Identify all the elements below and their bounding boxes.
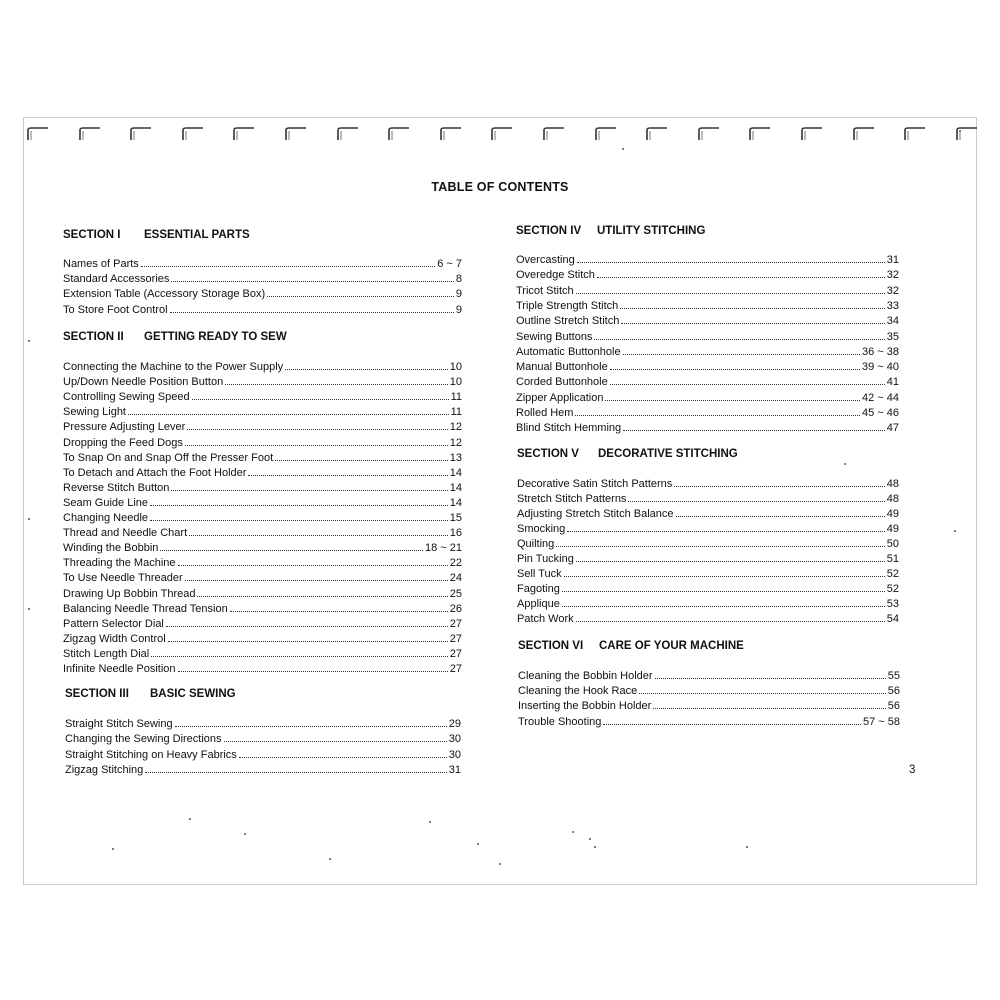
toc-entry-page: 9: [455, 288, 462, 301]
section-number: SECTION II: [63, 331, 124, 343]
toc-entry-label: Zigzag Stitching: [65, 763, 144, 776]
toc-entry-page: 51: [886, 553, 899, 565]
spiral-binding-ring-icon: [129, 126, 153, 142]
scan-speck: [844, 463, 846, 465]
toc-entry-page: 16: [449, 527, 462, 540]
section-name: GETTING READY TO SEW: [144, 331, 287, 343]
spiral-binding: [24, 126, 976, 146]
toc-entry-page: 24: [449, 572, 462, 585]
toc-entry: [63, 660, 462, 675]
toc-entry: [516, 266, 899, 281]
dot-leader: [230, 600, 448, 612]
toc-entry: [518, 667, 900, 682]
page-title: TABLE OF CONTENTS: [431, 180, 569, 194]
section-name: CARE OF YOUR MACHINE: [599, 640, 744, 652]
toc-entry: [516, 328, 899, 343]
toc-entry: [516, 343, 899, 358]
dot-leader: [171, 270, 453, 282]
toc-entry: [517, 535, 899, 550]
dot-leader: [674, 475, 884, 487]
spiral-binding-ring-icon: [232, 126, 256, 142]
section-heading: [517, 448, 738, 460]
toc-entry-label: Names of Parts: [63, 258, 139, 270]
section-name: UTILITY STITCHING: [597, 225, 706, 237]
scan-speck: [112, 848, 114, 850]
spiral-binding-ring-icon: [336, 126, 360, 142]
toc-entry-page: 10: [449, 361, 462, 373]
toc-entry-label: Quilting: [517, 538, 555, 550]
scan-speck: [28, 518, 30, 520]
toc-entry-label: Inserting the Bobbin Holder: [518, 700, 652, 713]
dot-leader: [192, 388, 449, 400]
toc-entry-page: 12: [449, 436, 462, 449]
toc-entry-page: 57 ~ 58: [862, 715, 900, 728]
toc-entry: [63, 600, 462, 615]
toc-entry-page: 49: [886, 508, 899, 520]
toc-entry-label: Outline Stretch Stitch: [516, 315, 620, 328]
toc-entry: [63, 509, 462, 524]
dot-leader: [166, 615, 448, 627]
toc-entry-page: 22: [449, 557, 462, 570]
spiral-binding-ring-icon: [490, 126, 514, 142]
toc-entry-page: 50: [886, 538, 899, 550]
toc-entry-page: 26: [449, 602, 462, 615]
dot-leader: [197, 585, 447, 597]
toc-entry-page: 36 ~ 38: [861, 345, 899, 358]
section-number: SECTION III: [65, 688, 129, 700]
toc-entry-label: Threading the Machine: [63, 557, 176, 570]
toc-entry-page: 14: [449, 466, 462, 479]
toc-entry-page: 29: [448, 718, 461, 730]
dot-leader: [178, 554, 448, 566]
dot-leader: [151, 645, 448, 657]
toc-entry-label: Cleaning the Hook Race: [518, 685, 638, 698]
toc-entry-label: Changing the Sewing Directions: [65, 733, 222, 746]
toc-entry: [516, 312, 899, 327]
spiral-binding-ring-icon: [645, 126, 669, 142]
toc-entry-page: 52: [886, 583, 899, 595]
toc-entry-label: Standard Accessories: [63, 273, 170, 286]
toc-entry-page: 9: [455, 303, 462, 316]
toc-entry: [63, 403, 462, 418]
dot-leader: [610, 358, 860, 370]
toc-entry-page: 27: [449, 617, 462, 630]
toc-entry-label: Straight Stitching on Heavy Fabrics: [65, 748, 237, 761]
page-number: 3: [909, 764, 916, 776]
toc-entry-label: Pattern Selector Dial: [63, 617, 164, 630]
dot-leader: [160, 539, 423, 551]
dot-leader: [562, 595, 885, 607]
toc-entry: [63, 388, 462, 403]
toc-entry-label: Balancing Needle Thread Tension: [63, 602, 228, 615]
toc-entry-page: 10: [449, 376, 462, 389]
spiral-binding-ring-icon: [181, 126, 205, 142]
dot-leader: [628, 490, 884, 502]
toc-entry: [517, 520, 899, 535]
toc-entry: [516, 358, 899, 373]
toc-entry-page: 56: [887, 685, 900, 698]
toc-entry: [63, 494, 462, 509]
dot-leader: [639, 682, 886, 694]
section-heading: [63, 229, 250, 241]
dot-leader: [562, 580, 885, 592]
toc-entry-label: Patch Work: [517, 613, 574, 625]
scan-speck: [594, 846, 596, 848]
toc-entry-label: Winding the Bobbin: [63, 542, 159, 555]
spiral-binding-ring-icon: [955, 126, 979, 142]
scan-speck: [959, 130, 961, 132]
toc-entry-page: 15: [449, 512, 462, 524]
section-heading: [516, 225, 705, 237]
toc-entry-page: 11: [450, 391, 462, 404]
toc-entry: [518, 713, 900, 728]
dot-leader: [171, 479, 447, 491]
toc-entry-label: Automatic Buttonhole: [516, 345, 621, 358]
dot-leader: [267, 285, 454, 297]
toc-entry: [63, 630, 462, 645]
toc-entry-label: Drawing Up Bobbin Thread: [63, 587, 196, 600]
scan-speck: [28, 340, 30, 342]
toc-entry-page: 31: [886, 254, 899, 266]
dot-leader: [189, 524, 448, 536]
toc-entry-label: Straight Stitch Sewing: [65, 718, 173, 730]
section-name: BASIC SEWING: [150, 688, 236, 700]
toc-entry-label: Sewing Light: [63, 406, 126, 419]
dot-leader: [285, 358, 448, 370]
section-name: DECORATIVE STITCHING: [598, 448, 738, 460]
toc-entry-label: Cleaning the Bobbin Holder: [518, 670, 653, 682]
toc-entry: [516, 297, 899, 312]
toc-entry-label: Sell Tuck: [517, 568, 562, 580]
toc-entry: [516, 373, 899, 388]
toc-entry-page: 12: [449, 421, 462, 434]
toc-entry-label: Zigzag Width Control: [63, 632, 166, 645]
toc-entry: [65, 715, 461, 730]
toc-entry: [63, 569, 462, 584]
toc-entry: [63, 418, 462, 433]
dot-leader: [145, 761, 446, 773]
dot-leader: [655, 667, 886, 679]
toc-entry-label: Rolled Hem: [516, 407, 574, 419]
dot-leader: [575, 404, 860, 416]
section-number: SECTION V: [517, 448, 579, 460]
dot-leader: [225, 373, 448, 385]
dot-leader: [603, 713, 861, 725]
toc-entry-label: Thread and Needle Chart: [63, 527, 188, 540]
toc-entry-label: Controlling Sewing Speed: [63, 391, 190, 404]
scan-speck: [572, 831, 574, 833]
toc-entry-label: To Use Needle Threader: [63, 572, 183, 585]
toc-entry-label: Pin Tucking: [517, 553, 574, 565]
scan-speck: [189, 818, 191, 820]
spiral-binding-ring-icon: [26, 126, 50, 142]
toc-entry-label: Zipper Application: [516, 391, 604, 404]
toc-entry-page: 30: [448, 748, 461, 761]
toc-entry-label: Trouble Shooting: [518, 715, 602, 728]
toc-entry-label: Triple Strength Stitch: [516, 299, 619, 312]
toc-entry-label: Sewing Buttons: [516, 330, 593, 343]
dot-leader: [597, 266, 885, 278]
dot-leader: [610, 373, 885, 385]
toc-entry: [517, 550, 899, 565]
toc-entry-page: 52: [886, 568, 899, 580]
dot-leader: [576, 550, 885, 562]
toc-entry: [65, 730, 461, 745]
spiral-binding-ring-icon: [542, 126, 566, 142]
dot-leader: [577, 251, 885, 263]
scan-speck: [429, 821, 431, 823]
dot-leader: [141, 255, 435, 267]
toc-entry-page: 27: [449, 632, 462, 645]
toc-entry: [517, 505, 899, 520]
spiral-binding-ring-icon: [387, 126, 411, 142]
toc-entry: [63, 373, 462, 388]
toc-entry: [63, 301, 462, 316]
toc-entry: [65, 746, 461, 761]
spiral-binding-ring-icon: [697, 126, 721, 142]
dot-leader: [576, 282, 885, 294]
dot-leader: [676, 505, 885, 517]
toc-entry-page: 33: [886, 299, 899, 312]
toc-entry: [63, 554, 462, 569]
toc-entry: [63, 479, 462, 494]
dot-leader: [128, 403, 449, 415]
dot-leader: [576, 610, 885, 622]
toc-entry-label: Connecting the Machine to the Power Supply: [63, 361, 284, 373]
toc-entry: [63, 255, 462, 270]
toc-entry-label: Infinite Needle Position: [63, 663, 176, 675]
toc-entry: [517, 580, 899, 595]
toc-entry: [63, 449, 462, 464]
toc-entry: [518, 697, 900, 712]
spiral-binding-ring-icon: [594, 126, 618, 142]
toc-entry-page: 6 ~ 7: [437, 258, 462, 270]
toc-entry-label: Overedge Stitch: [516, 269, 595, 282]
toc-entry-page: 47: [886, 422, 899, 435]
toc-entry-label: To Store Foot Control: [63, 303, 168, 316]
dot-leader: [185, 569, 448, 581]
toc-entry-page: 14: [449, 481, 462, 494]
scan-speck: [622, 148, 624, 150]
dot-leader: [594, 328, 884, 340]
spiral-binding-ring-icon: [903, 126, 927, 142]
section-number: SECTION I: [63, 229, 121, 241]
toc-entry: [63, 285, 462, 300]
toc-entry-label: Blind Stitch Hemming: [516, 422, 622, 435]
dot-leader: [170, 301, 454, 313]
toc-entry-label: Stretch Stitch Patterns: [517, 493, 627, 505]
toc-entry-label: Tricot Stitch: [516, 284, 574, 297]
scan-speck: [954, 530, 956, 532]
toc-entry: [517, 610, 899, 625]
dot-leader: [150, 494, 448, 506]
dot-leader: [224, 730, 447, 742]
dot-leader: [178, 660, 448, 672]
toc-entry: [518, 682, 900, 697]
toc-entry-label: Extension Table (Accessory Storage Box): [63, 288, 266, 301]
spiral-binding-ring-icon: [852, 126, 876, 142]
toc-entry-page: 39 ~ 40: [861, 361, 899, 374]
toc-entry-label: Adjusting Stretch Stitch Balance: [517, 508, 674, 520]
dot-leader: [150, 509, 448, 521]
toc-entry-page: 41: [886, 376, 899, 389]
toc-entry-label: To Detach and Attach the Foot Holder: [63, 466, 247, 479]
toc-entry-page: 55: [887, 670, 900, 682]
scan-speck: [244, 833, 246, 835]
toc-entry-label: Decorative Satin Stitch Patterns: [517, 478, 673, 490]
toc-entry-page: 8: [455, 273, 462, 286]
toc-entry-page: 42 ~ 44: [861, 391, 899, 404]
toc-entry-page: 27: [449, 647, 462, 660]
toc-entry-page: 18 ~ 21: [424, 542, 462, 555]
toc-entry: [63, 270, 462, 285]
toc-entry: [63, 464, 462, 479]
scan-speck: [329, 858, 331, 860]
toc-entry-page: 11: [450, 406, 462, 419]
section-heading: [65, 688, 236, 700]
dot-leader: [187, 418, 447, 430]
toc-entry-label: Dropping the Feed Dogs: [63, 436, 183, 449]
toc-entry-page: 27: [449, 663, 462, 675]
toc-entry: [63, 539, 462, 554]
toc-entry: [517, 475, 899, 490]
toc-entry: [63, 645, 462, 660]
toc-entry-page: 13: [449, 451, 462, 464]
toc-entry-page: 34: [886, 315, 899, 328]
toc-entry-page: 54: [886, 613, 899, 625]
toc-entry-label: Overcasting: [516, 254, 575, 266]
toc-entry-label: Manual Buttonhole: [516, 361, 608, 374]
toc-entry-page: 48: [886, 478, 899, 490]
toc-entry: [516, 282, 899, 297]
spiral-binding-ring-icon: [284, 126, 308, 142]
toc-entry-page: 30: [448, 733, 461, 746]
toc-entry: [517, 565, 899, 580]
toc-entry-label: Reverse Stitch Button: [63, 481, 170, 494]
dot-leader: [239, 746, 447, 758]
toc-entry: [517, 595, 899, 610]
toc-entry-label: Seam Guide Line: [63, 496, 148, 509]
toc-entry-label: Up/Down Needle Position Button: [63, 376, 224, 389]
toc-entry-label: Corded Buttonhole: [516, 376, 608, 389]
section-heading: [518, 640, 744, 652]
toc-entry-label: Applique: [517, 598, 560, 610]
document-page: [23, 117, 977, 885]
dot-leader: [653, 697, 885, 709]
dot-leader: [623, 419, 885, 431]
toc-entry-page: 14: [449, 496, 462, 509]
toc-entry: [517, 490, 899, 505]
toc-entry-page: 35: [886, 330, 899, 343]
dot-leader: [275, 449, 448, 461]
toc-entry-page: 53: [886, 598, 899, 610]
toc-entry: [63, 524, 462, 539]
toc-entry-label: Stitch Length Dial: [63, 647, 150, 660]
toc-entry: [63, 358, 462, 373]
toc-entry-page: 56: [887, 700, 900, 713]
toc-entry-page: 45 ~ 46: [861, 407, 899, 419]
spiral-binding-ring-icon: [800, 126, 824, 142]
dot-leader: [168, 630, 448, 642]
toc-entry-page: 32: [886, 284, 899, 297]
toc-entry-page: 32: [886, 269, 899, 282]
spiral-binding-ring-icon: [748, 126, 772, 142]
toc-entry: [65, 761, 461, 776]
spiral-binding-ring-icon: [78, 126, 102, 142]
section-number: SECTION IV: [516, 225, 582, 237]
toc-entry-page: 48: [886, 493, 899, 505]
section-number: SECTION VI: [518, 640, 584, 652]
toc-entry: [516, 419, 899, 434]
dot-leader: [567, 520, 884, 532]
toc-entry-label: Changing Needle: [63, 512, 149, 524]
toc-entry: [63, 585, 462, 600]
toc-entry: [516, 404, 899, 419]
section-heading: [63, 331, 287, 343]
scan-speck: [746, 846, 748, 848]
dot-leader: [621, 312, 884, 324]
toc-entry-label: Smocking: [517, 523, 566, 535]
toc-entry: [63, 434, 462, 449]
toc-entry: [516, 251, 899, 266]
dot-leader: [185, 434, 448, 446]
toc-entry-page: 49: [886, 523, 899, 535]
toc-entry-page: 31: [448, 763, 461, 776]
toc-entry-page: 25: [449, 587, 462, 600]
scan-speck: [499, 863, 501, 865]
toc-entry: [63, 615, 462, 630]
spiral-binding-ring-icon: [439, 126, 463, 142]
dot-leader: [248, 464, 447, 476]
toc-entry-label: To Snap On and Snap Off the Presser Foot: [63, 451, 274, 464]
toc-entry-label: Fagoting: [517, 583, 560, 595]
dot-leader: [620, 297, 884, 309]
scan-speck: [477, 843, 479, 845]
toc-entry-label: Pressure Adjusting Lever: [63, 421, 186, 434]
scan-speck: [28, 608, 30, 610]
dot-leader: [564, 565, 885, 577]
toc-entry: [516, 389, 899, 404]
section-name: ESSENTIAL PARTS: [144, 229, 250, 241]
dot-leader: [556, 535, 884, 547]
scan-speck: [589, 838, 591, 840]
dot-leader: [623, 343, 860, 355]
dot-leader: [605, 389, 860, 401]
dot-leader: [175, 715, 447, 727]
